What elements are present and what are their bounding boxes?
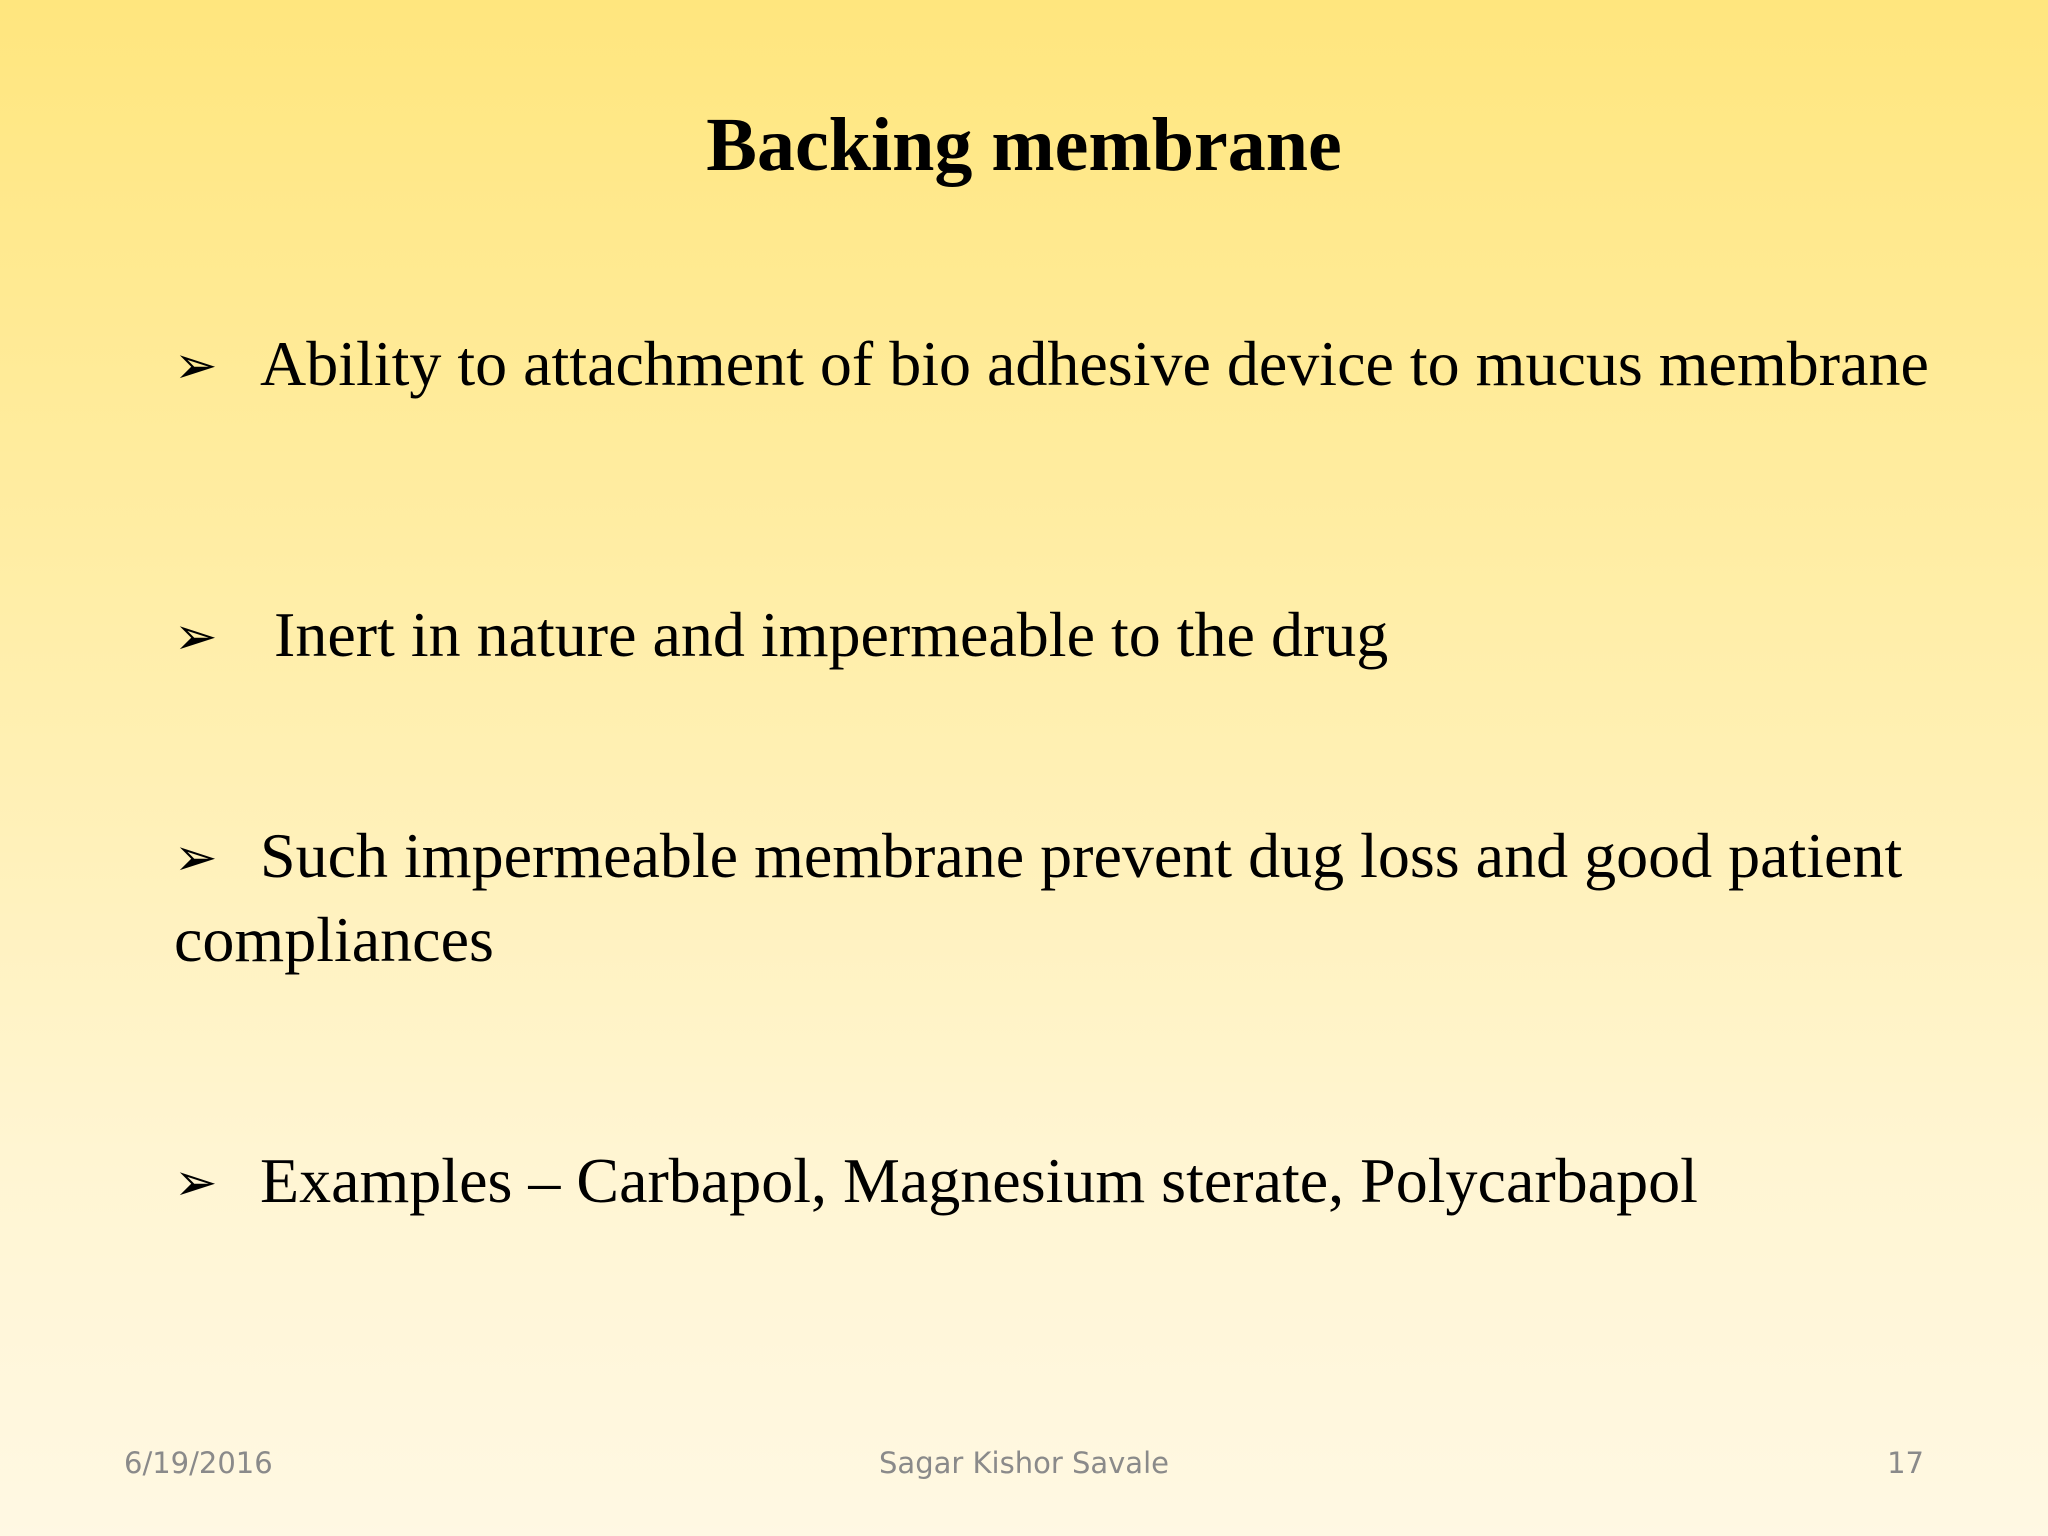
bullet-text: Inert in nature and impermeable to the drug — [274, 599, 1389, 670]
footer-date: 6/19/2016 — [124, 1446, 273, 1480]
bullet-text: Examples – Carbapol, Magnesium sterate, Polycarbapol — [260, 1145, 1698, 1216]
bullet-item — [174, 1140, 1934, 1224]
slide-number: 17 — [1887, 1446, 1924, 1480]
bullet-text: Ability to attachment of bio adhesive device to mucus membrane — [260, 328, 1929, 399]
arrow-bullet-icon: ➢ — [174, 828, 218, 888]
footer-author: Sagar Kishor Savale — [879, 1446, 1169, 1480]
arrow-bullet-icon: ➢ — [174, 607, 218, 667]
bullet-item — [174, 815, 1934, 981]
bullet-item — [174, 323, 1934, 407]
bullet-text: Such impermeable membrane prevent dug loss and good patient compliances — [174, 820, 1903, 975]
arrow-bullet-icon: ➢ — [174, 336, 218, 396]
arrow-bullet-icon: ➢ — [174, 1153, 218, 1213]
slide-title: Backing membrane — [706, 103, 1342, 187]
bullet-item — [174, 594, 1934, 678]
